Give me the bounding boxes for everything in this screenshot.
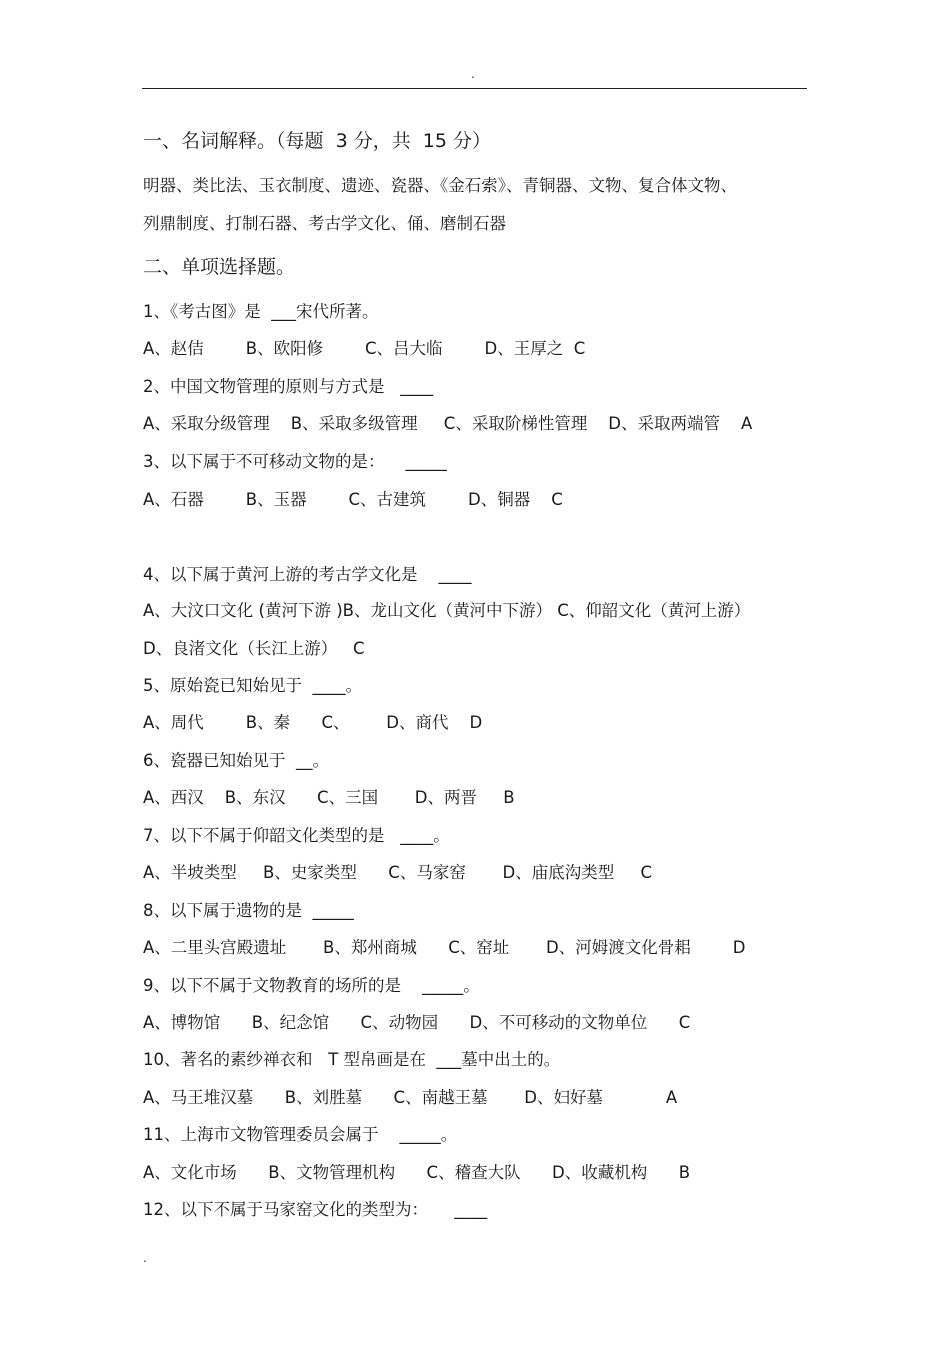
options-7: A、半坡类型 B、史家类型 C、马家窑 D、庙底沟类型 C (143, 863, 652, 882)
terms-line-2: 列鼎制度、打制石器、考古学文化、俑、磨制石器 (143, 214, 506, 233)
options-2: A、采取分级管理 B、采取多级管理 C、采取阶梯性管理 D、采取两端管 A (143, 414, 753, 433)
options-1: A、赵佶 B、欧阳修 C、吕大临 D、王厚之 C (143, 339, 586, 358)
footer-mark: . (143, 1251, 147, 1265)
question-11: 11、上海市文物管理委员会属于 _____。 (143, 1125, 458, 1144)
options-11: A、文化市场 B、文物管理机构 C、稽查大队 D、收藏机构 B (143, 1163, 691, 1182)
question-7: 7、以下不属于仰韶文化类型的是 ____。 (143, 826, 450, 845)
options-8: A、二里头宫殿遗址 B、郑州商城 C、窑址 D、河姆渡文化骨耜 D (143, 938, 746, 957)
options-10: A、马王堆汉墓 B、刘胜墓 C、南越王墓 D、妇好墓 A (143, 1088, 678, 1107)
question-6: 6、瓷器已知始见于 __。 (143, 751, 329, 770)
question-12: 12、以下不属于马家窑文化的类型为： ____ (143, 1200, 488, 1219)
options-4a: A、大汶口文化 (黄河下游 )B、龙山文化（黄河中下游） C、仰韶文化（黄河上游） (143, 601, 751, 620)
question-8: 8、以下属于遗物的是 _____ (143, 901, 354, 920)
question-2: 2、中国文物管理的原则与方式是 ____ (143, 377, 434, 396)
question-9: 9、以下不属于文物教育的场所的是 _____。 (143, 976, 480, 995)
header-mark: . (471, 67, 475, 81)
terms-line-1: 明器、类比法、玉衣制度、遗迹、瓷器、《金石索》、青铜器、文物、复合体文物、 (143, 176, 737, 195)
question-4: 4、以下属于黄河上游的考古学文化是 ____ (143, 565, 472, 584)
question-5: 5、原始瓷已知始见于 ____。 (143, 676, 362, 695)
options-3: A、石器 B、玉器 C、古建筑 D、铜器 C (143, 490, 563, 509)
options-6: A、西汉 B、东汉 C、三国 D、两晋 B (143, 788, 515, 807)
options-5: A、周代 B、秦 C、 D、商代 D (143, 713, 483, 732)
section1-title: 一、名词解释。（每题 3 分，共 15 分） (143, 130, 492, 152)
question-3: 3、以下属于不可移动文物的是： _____ (143, 452, 447, 471)
header-rule (142, 88, 807, 89)
options-4b: D、良渚文化（长江上游） C (143, 639, 365, 658)
section2-title: 二、单项选择题。 (143, 256, 296, 278)
question-10: 10、著名的素纱禅衣和 T 型帛画是在 ___墓中出土的。 (143, 1050, 561, 1069)
options-9: A、博物馆 B、纪念馆 C、动物园 D、不可移动的文物单位 C (143, 1013, 691, 1032)
question-1: 1、《考古图》是 ___宋代所著。 (143, 302, 379, 321)
